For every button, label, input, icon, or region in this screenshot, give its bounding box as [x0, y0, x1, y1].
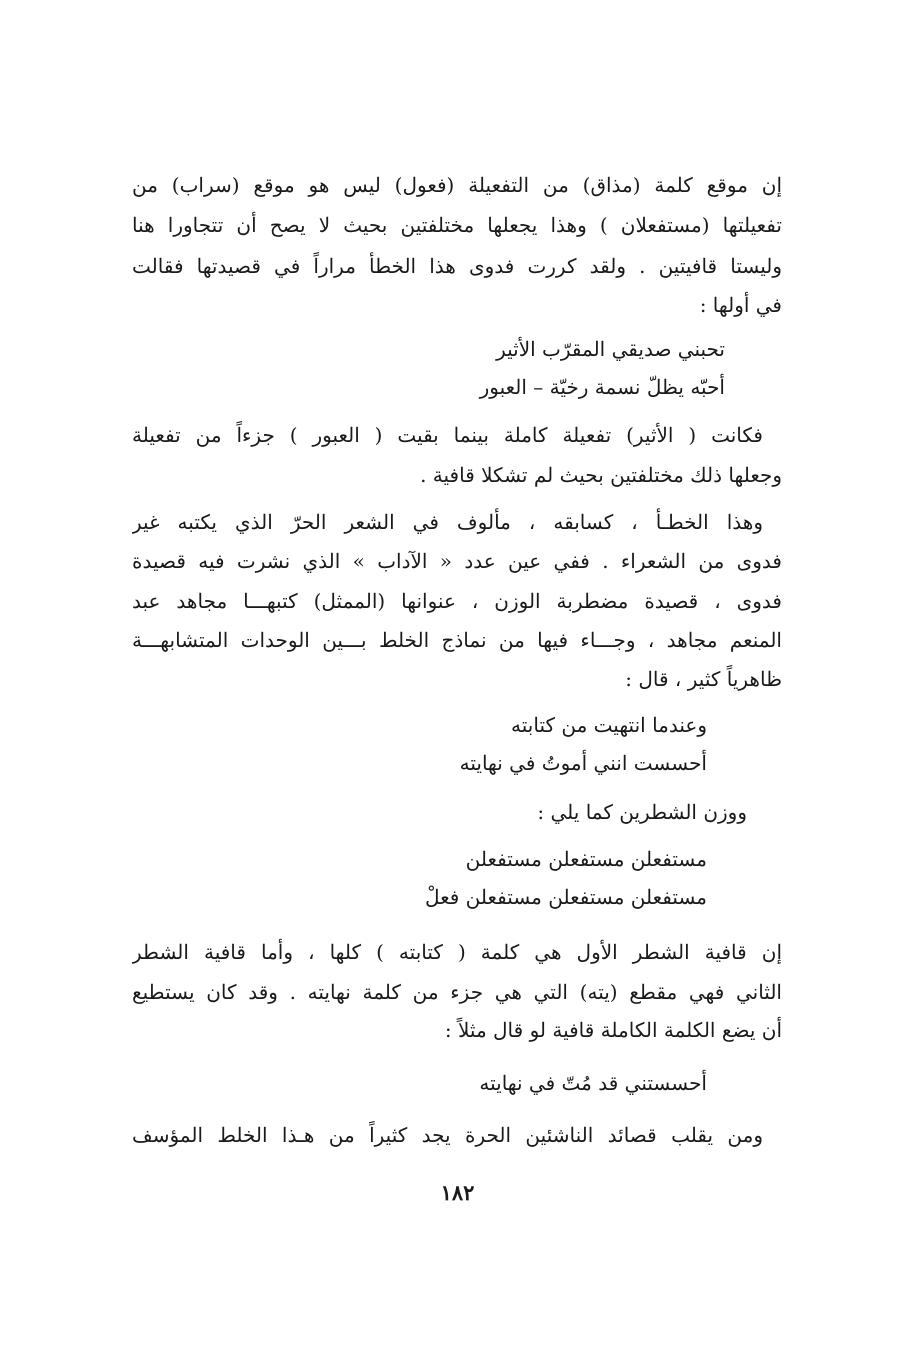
paragraph-3-line-4: المنعم مجاهد ، وجـــاء فيها من نماذج الخلط بـــين الوحدات المتشابهـــة — [132, 628, 782, 652]
verse-2-line-2: أحسست انني أموتُ في نهايته — [459, 751, 707, 775]
paragraph-6-line-1: ومن يقلب قصائد الناشئين الحرة يجد كثيراً من هـذا الخلط المؤسف — [132, 1123, 763, 1147]
paragraph-1-line-3: وليستا قافيتين . ولقد كررت فدوى هذا الخطأ مراراً في قصيدتها فقالت — [132, 254, 782, 278]
paragraph-4: ووزن الشطرين كما يلي : — [537, 800, 747, 824]
meter-line-1: مستفعلن مستفعلن مستفعلن — [465, 847, 707, 871]
paragraph-2-line-1: فكانت ( الأثير) تفعيلة كاملة بينما بقيت ( العبور ) جزءاً من تفعيلة — [132, 423, 763, 447]
paragraph-5-line-1: إن قافية الشطر الأول هي كلمة ( كتابته ) كلها ، وأما قافية الشطر — [132, 940, 782, 964]
paragraph-3-line-1: وهذا الخطـأ ، كسابقه ، مألوف في الشعر الحرّ الذي يكتبه غير — [132, 510, 763, 534]
paragraph-3-line-2: فدوى من الشعراء . ففي عين عدد « الآداب » الذي نشرت فيه قصيدة — [132, 549, 782, 573]
paragraph-2-line-2: وجعلها ذلك مختلفتين بحيث لم تشكلا قافية . — [420, 463, 782, 487]
verse-3-line-1: أحسستني قد مُتّ في نهايته — [479, 1071, 707, 1095]
verse-2-line-1: وعندما انتهيت من كتابته — [511, 713, 707, 737]
paragraph-5-line-3: أن يضع الكلمة الكاملة قافية لو قال مثلاً : — [444, 1018, 782, 1042]
paragraph-3-line-5: ظاهرياً كثير ، قال : — [625, 667, 782, 691]
paragraph-1-line-2: تفعيلتها (مستفعلان ) وهذا يجعلها مختلفتين بحيث لا يصح أن تتجاورا هنا — [132, 213, 782, 237]
page-number: ١٨٢ — [440, 1180, 475, 1205]
paragraph-3-line-3: فدوى ، قصيدة مضطربة الوزن ، عنوانها (الممثل) كتبهـــا مجاهد عبد — [132, 589, 782, 613]
verse-1-line-1: تحبني صديقي المقرّب الأثير — [496, 337, 725, 361]
paragraph-1-line-1: إن موقع كلمة (مذاق) من التفعيلة (فعول) ليس هو موقع (سراب) من — [132, 173, 782, 197]
verse-1-line-2: أحبّه يظلّ نسمة رخيّة – العبور — [479, 375, 725, 399]
paragraph-1-line-4: في أولها : — [699, 293, 782, 317]
paragraph-5-line-2: الثاني فهي مقطع (يته) التي هي جزء من كلمة نهايته . وقد كان يستطيع — [132, 980, 782, 1004]
meter-line-2: مستفعلن مستفعلن مستفعلن فعلْ — [424, 885, 707, 909]
